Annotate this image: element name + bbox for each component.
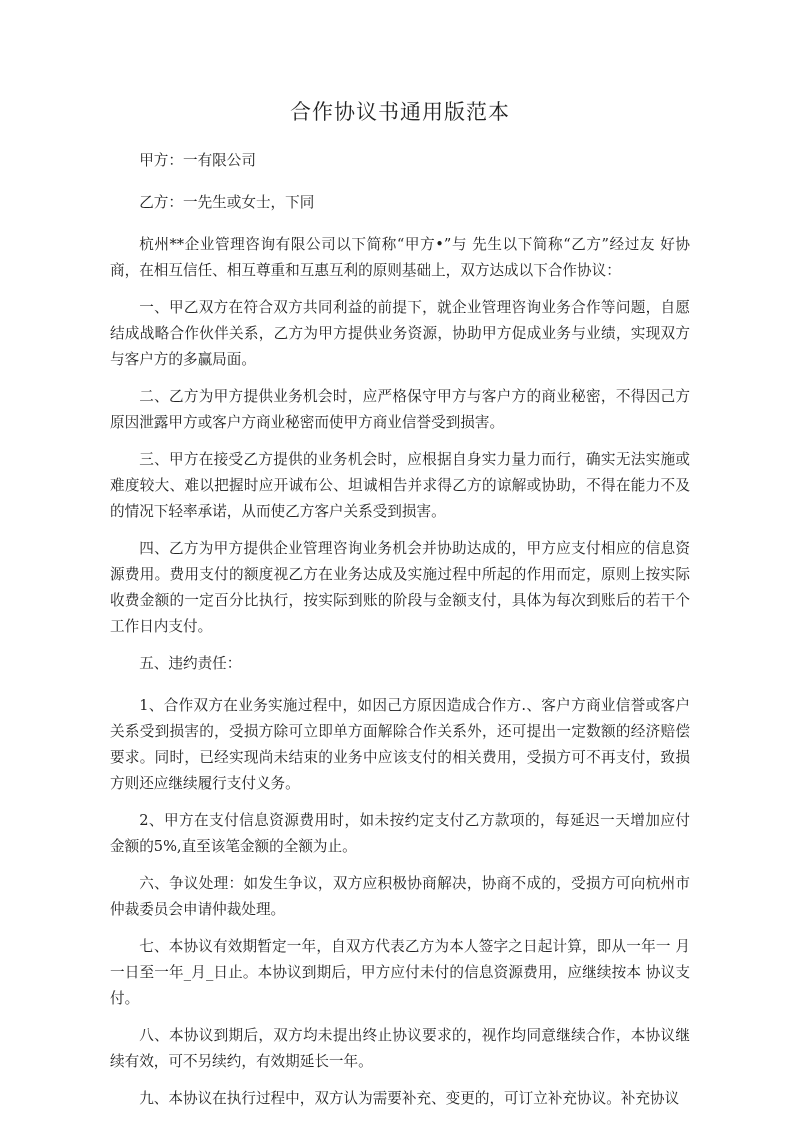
clause-5-heading: 五、违约责任： [139,655,242,672]
clause-3: 三、甲方在接受乙方提供的业务机会时，应根据自身实力量力而行，确实无法实施或难度较大、难以把握时应开诚布公、坦诚相告并求得乙方的谅解或协助，不得在能力不及 的情况下轻率承诺，从而使乙方客户关系受到损害。 [110,451,695,520]
clause-9: 九、本协议在执行过程中，双方认为需要补充、变更的，可订立补充协议。补充协议 [139,1090,680,1107]
clause-8: 八、本协议到期后，双方均未提出终止协议要求的，视作均同意继续合作，本协议继续有效，可不另续约，有效期延长一年。 [110,1027,690,1070]
clause-4: 四、乙方为甲方提供企业管理咨询业务机会并协助达成的，甲方应支付相应的信息资源费用。费用支付的额度视乙方在业务达成及实施过程中所起的作用而定，原则上按实际 收费金额的一定百分比执行，按实际到账的阶段与金额支付，具体为每次到账后的若干个 工作日内支付。 [110,540,695,635]
clause-7: 七、本协议有效期暂定一年，自双方代表乙方为本人签字之日起计算，即从一年一 月一日至一年_月_日止。本协议到期后，甲方应付未付的信息资源费用，应继续按本 协议支付。 [110,938,690,1007]
party-b: 乙方：一先生或女士，下同 [139,194,315,211]
party-a: 甲方：一有限公司 [139,152,256,169]
clause-2: 二、乙方为甲方提供业务机会时，应严格保守甲方与客户方的商业秘密，不得因己方原因泄露甲方或客户方商业秘密而使甲方商业信誉受到损害。 [110,388,690,431]
clause-6: 六、争议处理：如发生争议，双方应积极协商解决，协商不成的，受损方可向杭州市仲裁委员会申请仲裁处理。 [110,875,690,918]
clause-5-2: 2、甲方在支付信息资源费用时，如未按约定支付乙方款项的，每延迟一天增加应付 金额的5%,直至该笔金额的全额为止。 [110,812,695,855]
document-title: 合作协议书通用版范本 [290,100,510,124]
preamble: 杭州**企业管理咨询有限公司以下简称“甲方•”与 先生以下简称“乙方”经过友 好协商，在相互信任、相互尊重和互惠互利的原则基础上，双方达成以下合作协议： [110,236,690,279]
clause-5-1: 1、合作双方在业务实施过程中，如因己方原因造成合作方.、客户方商业信誉或客户 关系受到损害的，受损方除可立即单方面解除合作关系外，还可提出一定数额的经济赔偿 要求。同时，已经实现尚未结束的业务中应该支付的相关费用，受损方可不再支付，致损 方则还应继续履行支付义务。 [110,697,695,792]
clause-1: 一、甲乙双方在符合双方共同利益的前提下，就企业管理咨询业务合作等问题，自愿结成战略合作伙伴关系，乙方为甲方提供业务资源，协助甲方促成业务与业绩，实现双方 与客户方的多赢局面。 [110,299,695,368]
